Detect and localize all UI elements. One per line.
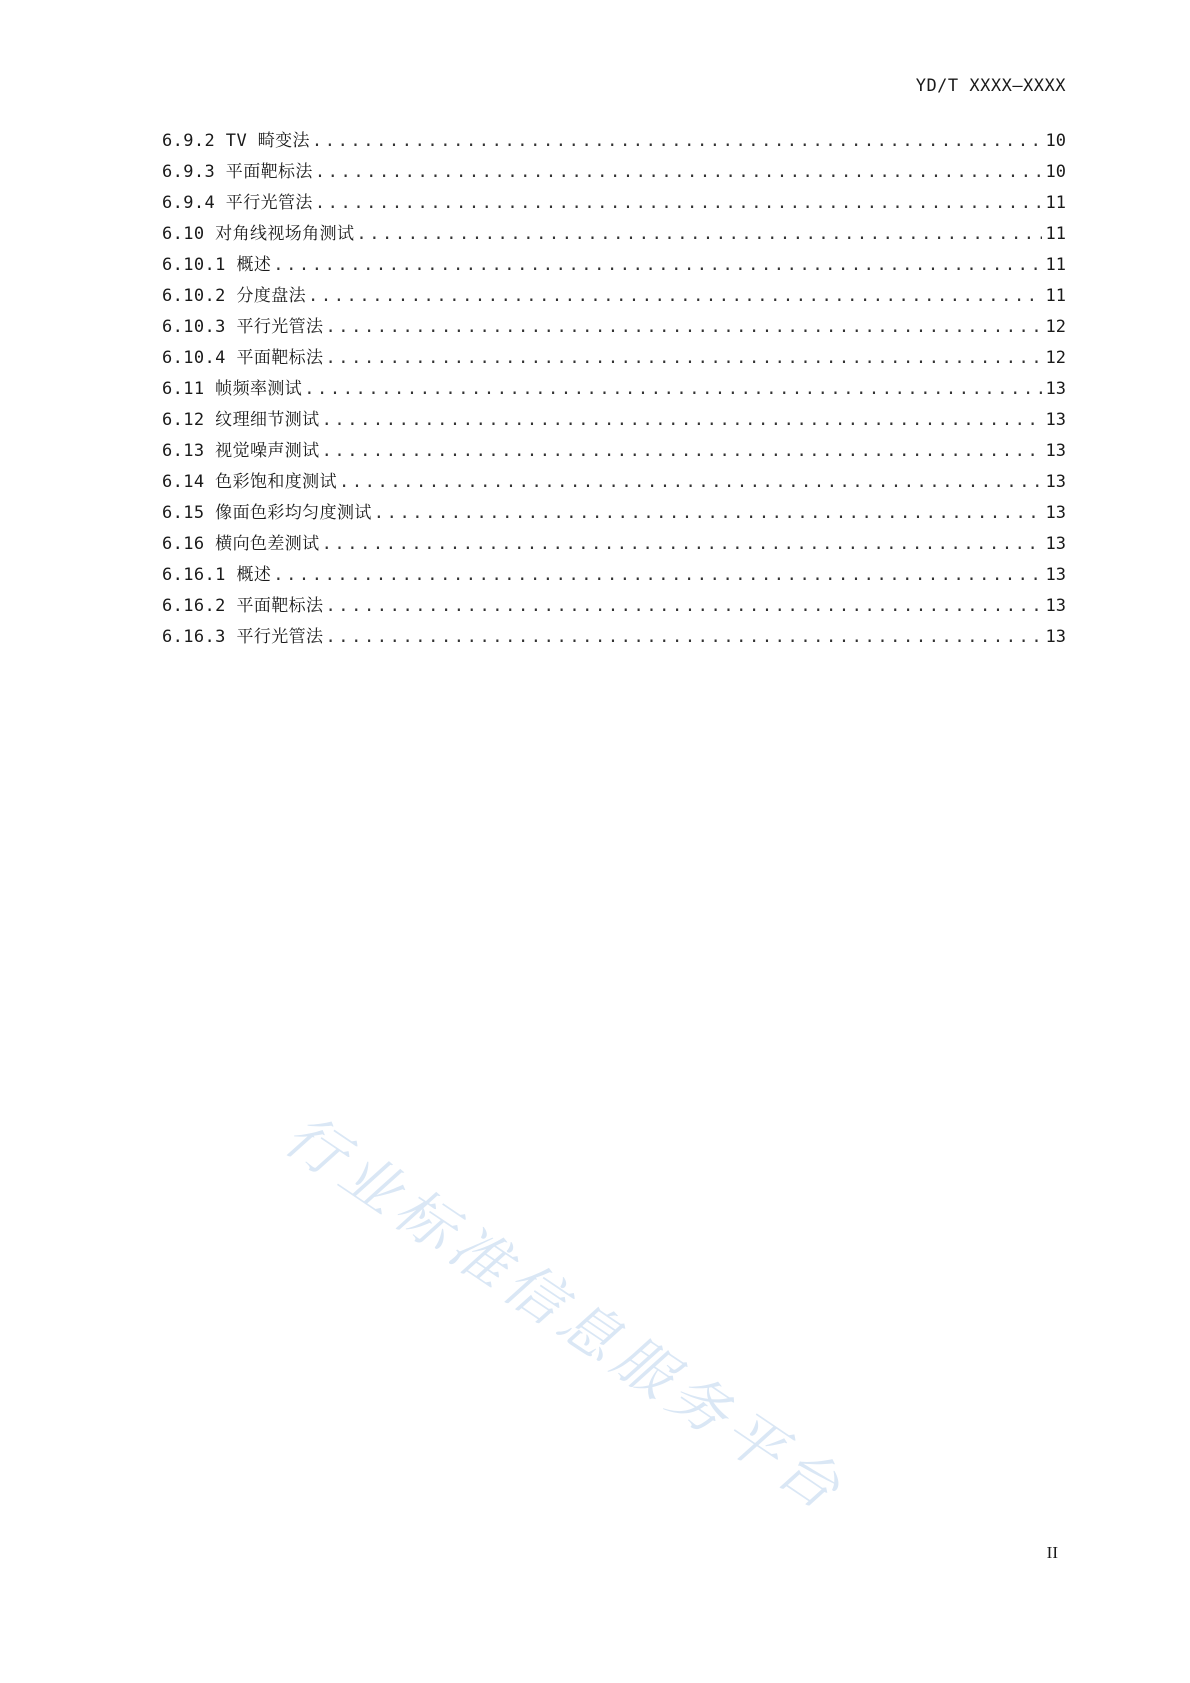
- toc-entry-label: 6.9.3 平面靶标法: [162, 162, 313, 182]
- toc-entry-page: 11: [1045, 193, 1066, 213]
- toc-entry-page: 13: [1045, 503, 1066, 523]
- toc-entry-label: 6.9.4 平行光管法: [162, 193, 313, 213]
- page-number: II: [1046, 1543, 1058, 1562]
- toc-leader-dots: [339, 467, 1042, 498]
- toc-entry-label: 6.16.1 概述: [162, 565, 272, 585]
- toc-entry-page: 10: [1045, 131, 1066, 151]
- toc-entry[interactable]: [162, 498, 1066, 529]
- watermark: 行业标准信息服务平台: [272, 1100, 858, 1527]
- toc-entry-page: 11: [1045, 224, 1066, 244]
- toc-leader-dots: [273, 250, 1042, 281]
- toc-leader-dots: [315, 188, 1042, 219]
- toc-entry[interactable]: [162, 219, 1066, 250]
- toc-entry-label: 6.10.4 平面靶标法: [162, 348, 324, 368]
- toc-entry-page: 13: [1045, 472, 1066, 492]
- toc-entry[interactable]: [162, 591, 1066, 622]
- toc-entry-page: 12: [1045, 317, 1066, 337]
- toc-leader-dots: [322, 436, 1042, 467]
- toc-entry-page: 13: [1045, 534, 1066, 554]
- toc-entry-page: 10: [1045, 162, 1066, 182]
- toc-leader-dots: [325, 591, 1042, 622]
- toc-entry-label: 6.9.2 TV 畸变法: [162, 131, 310, 151]
- toc-entry-label: 6.14 色彩饱和度测试: [162, 472, 337, 492]
- toc-entry-page: 13: [1045, 379, 1066, 399]
- toc-entry-page: 11: [1045, 255, 1066, 275]
- toc-entry-label: 6.11 帧频率测试: [162, 379, 303, 399]
- toc-leader-dots: [356, 219, 1042, 250]
- toc-entry[interactable]: [162, 188, 1066, 219]
- toc-entry-label: 6.10 对角线视场角测试: [162, 224, 355, 244]
- toc-entry[interactable]: [162, 622, 1066, 653]
- toc-leader-dots: [322, 405, 1042, 436]
- document-code: YD/T XXXX—XXXX: [915, 76, 1066, 96]
- toc-entry[interactable]: [162, 560, 1066, 591]
- toc-entry-page: 13: [1045, 627, 1066, 647]
- toc-entry-label: 6.15 像面色彩均匀度测试: [162, 503, 372, 523]
- toc-leader-dots: [374, 498, 1042, 529]
- toc-entry-label: 6.12 纹理细节测试: [162, 410, 320, 430]
- toc-entry[interactable]: [162, 436, 1066, 467]
- toc-leader-dots: [315, 157, 1042, 188]
- toc-entry[interactable]: [162, 405, 1066, 436]
- toc-entry-page: 12: [1045, 348, 1066, 368]
- toc-entry-page: 11: [1045, 286, 1066, 306]
- toc-entry-label: 6.16 横向色差测试: [162, 534, 320, 554]
- toc-leader-dots: [304, 374, 1042, 405]
- toc-leader-dots: [325, 312, 1042, 343]
- toc-entry-label: 6.13 视觉噪声测试: [162, 441, 320, 461]
- toc-entry[interactable]: [162, 250, 1066, 281]
- toc-entry[interactable]: [162, 281, 1066, 312]
- toc-entry-label: 6.10.1 概述: [162, 255, 272, 275]
- toc-leader-dots: [325, 343, 1042, 374]
- toc-entry[interactable]: [162, 157, 1066, 188]
- toc-entry[interactable]: [162, 529, 1066, 560]
- toc-entry-page: 13: [1045, 596, 1066, 616]
- table-of-contents: [162, 126, 1066, 653]
- toc-entry-label: 6.16.2 平面靶标法: [162, 596, 324, 616]
- toc-entry-label: 6.16.3 平行光管法: [162, 627, 324, 647]
- toc-leader-dots: [312, 126, 1042, 157]
- toc-entry-page: 13: [1045, 410, 1066, 430]
- toc-entry-page: 13: [1045, 441, 1066, 461]
- toc-entry-page: 13: [1045, 565, 1066, 585]
- toc-entry-label: 6.10.2 分度盘法: [162, 286, 307, 306]
- toc-leader-dots: [325, 622, 1042, 653]
- toc-entry[interactable]: [162, 343, 1066, 374]
- toc-leader-dots: [273, 560, 1042, 591]
- toc-entry-label: 6.10.3 平行光管法: [162, 317, 324, 337]
- toc-entry[interactable]: [162, 467, 1066, 498]
- toc-entry[interactable]: [162, 126, 1066, 157]
- toc-leader-dots: [322, 529, 1042, 560]
- toc-entry[interactable]: [162, 374, 1066, 405]
- toc-entry[interactable]: [162, 312, 1066, 343]
- toc-leader-dots: [308, 281, 1042, 312]
